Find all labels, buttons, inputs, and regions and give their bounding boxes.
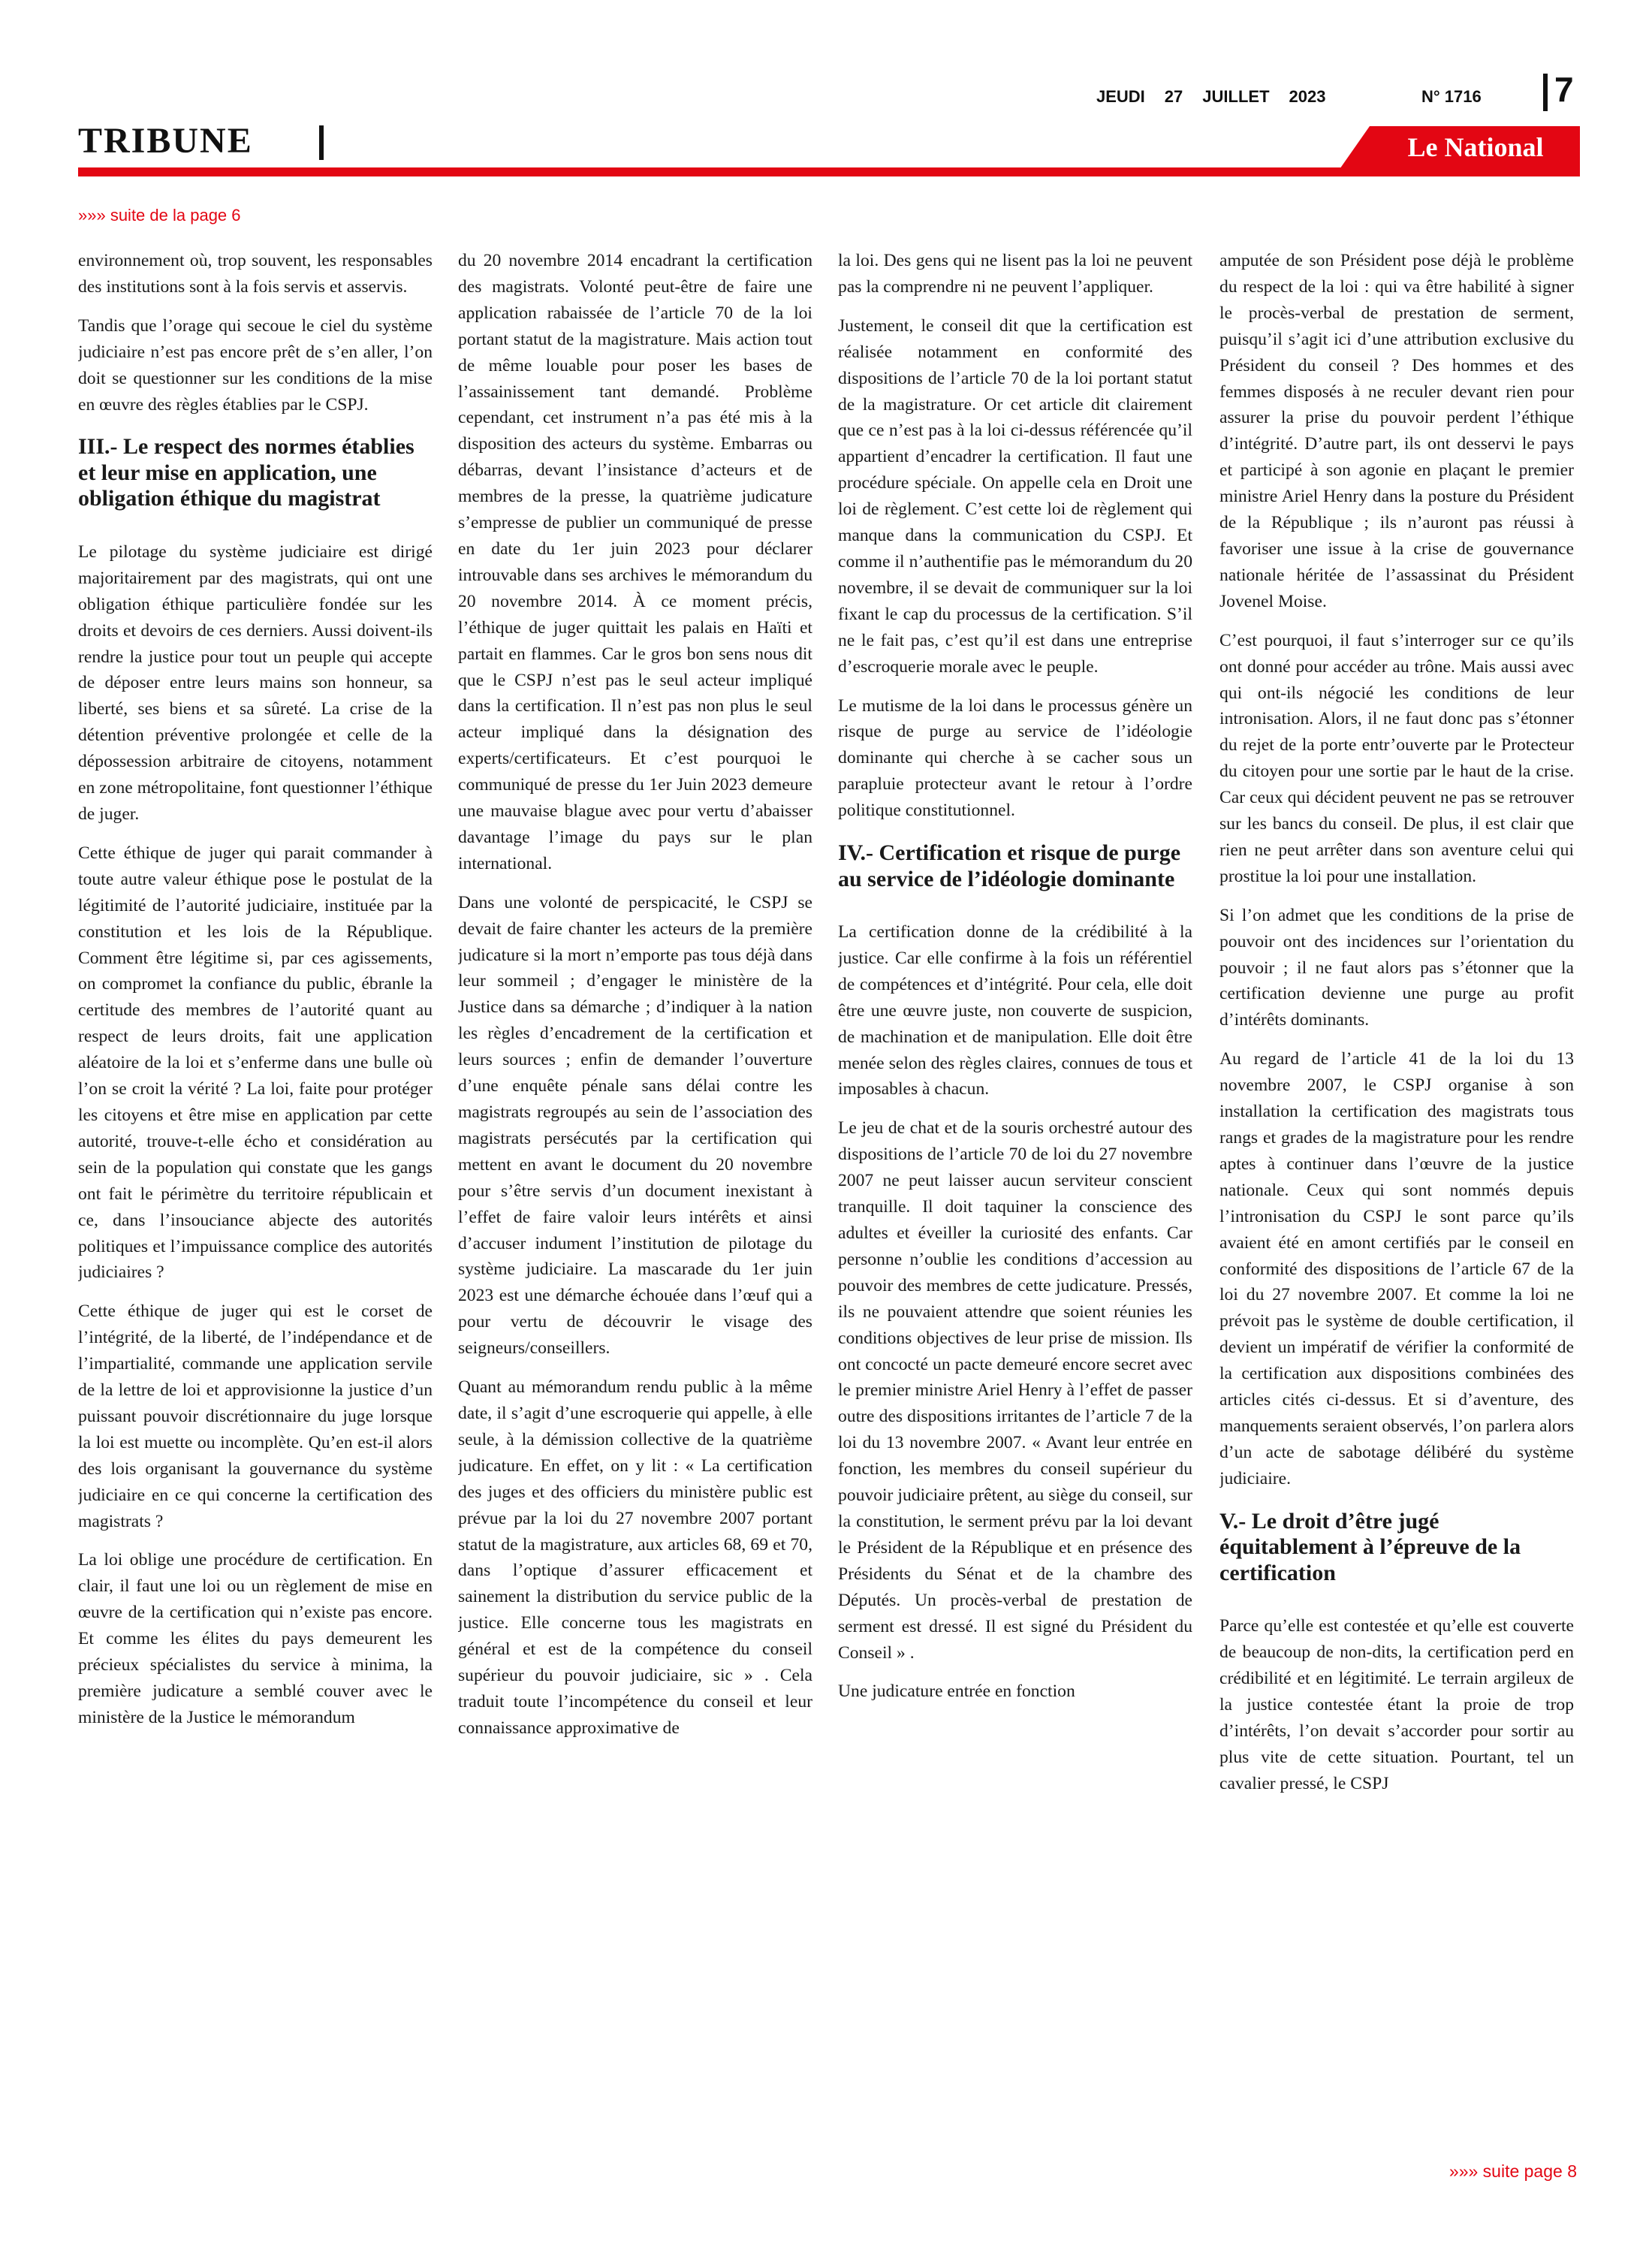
- rubric-divider: [319, 125, 324, 160]
- issue-number: N° 1716: [1421, 87, 1482, 106]
- continued-to-note: »»» suite page 8: [1449, 2161, 1577, 2181]
- newspaper-brand: Le National: [1407, 132, 1544, 162]
- article-paragraph: La certification donne de la crédibilité à la justice. Car elle confirme à la fois un référentiel de compétences et d’intégrité. Pour cela, elle doit être une œuvre juste, non couverte de suspicion, de machination et de manipulation. Elle doit être menée selon des règles claires, connues de tous et imposables à chacun.: [838, 922, 1192, 1099]
- article-paragraph: Dans une volonté de perspicacité, le CSPJ se devait de faire chanter les acteurs de la première judicature si la mort n’emporte pas tous déjà dans leur sommeil ; d’engager le ministère de la Justice dans sa démarche ; d’indiquer à la nation les règles d’encadrement de la certification et leurs sources ; enfin de demander l’ouverture d’une enquête pénale sans délai contre les magistrats regroupés au sein de l’association des magistrats persécutés par la certification qui mettent en avant le document du 20 novembre pour s’être servis d’un document inexistant à l’effet de faire valoir leurs intérêts et ainsi d’accuser indument l’institution de pilotage du système judiciaire. La mascarade du 1er juin 2023 est une démarche échouée dans l’œuf qui a pour vertu de découvrir le visage des seigneurs/conseillers.: [458, 892, 812, 1359]
- article-paragraph: Quant au mémorandum rendu public à la même date, il s’agit d’une escroquerie qui appelle, à elle seule, à la démission collective de la quatrième judicature. En effet, on y lit : « La certification des juges et des officiers du ministère public est prévue par la loi du 27 novembre 2007 portant statut de la magistrature, aux articles 68, 69 et 70, dans l’optique d’assurer efficacement et sainement la distribution du service public de la justice. Elle concerne tous les magistrats en général et est de la compétence du conseil supérieur du pouvoir judiciaire, sic » . Cela traduit toute l’incompétence du conseil et leur connaissance approximative de: [458, 1377, 812, 1738]
- continued-from-note: »»» suite de la page 6: [78, 206, 241, 225]
- article-paragraph: la loi. Des gens qui ne lisent pas la loi ne peuvent pas la comprendre ni ne peuvent l’appliquer.: [838, 251, 1192, 297]
- article-paragraph: Le mutisme de la loi dans le processus génère un risque de purge au service de l’idéologie dominante qui cherche à se cacher sous un parapluie protecteur avant le retour à l’ordre politique constitutionnel.: [838, 695, 1192, 821]
- article-paragraph: Cette éthique de juger qui est le corset de l’intégrité, de la liberté, de l’indépendance et de l’impartialité, commande une application servile de la lettre de loi et approvisionne la justice d’un puissant pouvoir discrétionnaire du juge lorsque la loi est muette ou incomplète. Qu’en est-il alors des lois organisant la gouvernance du système judiciaire en ce qui concerne la certification des magistrats ?: [78, 1301, 433, 1531]
- article-paragraph: Une judicature entrée en fonction: [838, 1681, 1075, 1702]
- article-paragraph: Au regard de l’article 41 de la loi du 13 novembre 2007, le CSPJ organise à son installation la certification des magistrats tous rangs et grades de la magistrature pour les rendre aptes à continuer dans l’œuvre de la justice nationale. Ceux qui sont nommés depuis l’intronisation du CSPJ le sont parce qu’ils avaient été en amont certifiés par le conseil en conformité des dispositions de l’article 67 de la loi du 27 novembre 2007. Et comme la loi ne prévoit pas le système de double certification, il devient un impératif de vérifier la conformité de la certification aux dispositions combinées des articles cités ci-dessus. Et si d’aventure, des manquements seraient observés, l’on parlera alors d’un acte de sabotage délibéré du système judiciaire.: [1219, 1049, 1574, 1488]
- section-rubric: TRIBUNE: [78, 121, 253, 161]
- article-column-1: [78, 248, 433, 2155]
- article-paragraph: La loi oblige une procédure de certification. En clair, il faut une loi ou un règlement de mise en œuvre de la certification qui n’existe pas encore. Et comme les élites du pays demeurent les précieux spécialistes du service à minima, la première judicature a semblé couver avec le ministère de la Justice le mémorandum: [78, 1550, 433, 1727]
- article-paragraph: Le jeu de chat et de la souris orchestré autour des dispositions de l’article 70 de loi du 27 novembre 2007 ne peut laisser aucun serviteur conscient tranquille. Il doit taquiner la conscience des adultes et éveiller la curiosité des enfants. Car personne n’oublie les conditions d’accession au pouvoir des membres de cette judicature. Pressés, ils ne pouvaient attendre que soient réunies les conditions objectives de leur prise de mission. Ils ont concocté un pacte demeuré encore secret avec le premier ministre Ariel Henry à l’effet de passer outre des dispositions irritantes de l’article 7 de la loi du 13 novembre 2007. « Avant leur entrée en fonction, les membres du conseil supérieur du pouvoir judiciaire prêtent, au siège du conseil, sur la constitution, le serment prévu par la loi devant le Président de la République et en présence des Présidents du Sénat et de la chambre des Députés. Un procès-verbal de prestation de serment est dressé. Il est signé du Président du Conseil » .: [838, 1118, 1192, 1663]
- date-number: 27: [1164, 87, 1183, 106]
- article-paragraph: Tandis que l’orage qui secoue le ciel du système judiciaire n’est pas encore prêt de s’en aller, l’on doit se questionner sur les conditions de la mise en œuvre des règles établies par le CSPJ.: [78, 315, 433, 415]
- article-paragraph: Cette éthique de juger qui parait commander à toute autre valeur éthique pose le postulat de la légitimité de l’autorité judiciaire, instituée par la constitution et les lois de la République. Comment être légitime si, par ces agissements, on compromet la confiance du public, ébranle la certitude des membres de l’autorité quant au respect de leurs droits, fait une application aléatoire de la loi et s’enferme dans une bulle où l’on se croit la vérité ? La loi, faite pour protéger les citoyens et être mise en application par cette autorité, trouve-t-elle écho et considération au sein de la population qui constate que les gangs ont fait le périmètre du territoire républicain et ce, dans l’insouciance abjecte des autorités politiques et l’impuissance complice des autorités judiciaires ?: [78, 843, 433, 1283]
- article-column-2: [458, 248, 812, 2155]
- article-paragraph: Si l’on admet que les conditions de la prise de pouvoir ont des incidences sur l’orientation du pouvoir ; il ne faut alors pas s’étonner que la certification devienne une purge au profit d’intérêts dominants.: [1219, 905, 1574, 1030]
- date-year: 2023: [1289, 87, 1326, 106]
- date-day: JEUDI: [1096, 87, 1145, 106]
- page-number-divider: [1543, 74, 1548, 111]
- article-paragraph: environnement où, trop souvent, les responsables des institutions sont à la fois servis et asservis.: [78, 251, 433, 297]
- article-column-4: [1219, 248, 1574, 2155]
- dateline: [1096, 87, 1325, 107]
- date-month: JUILLET: [1202, 87, 1270, 106]
- header-rule: [78, 167, 1580, 176]
- article-paragraph: Parce qu’elle est contestée et qu’elle est couverte de beaucoup de non-dits, la certification perd en crédibilité et en légitimité. Le terrain argileux de la justice contestée étant la proie de trop d’intérêts, l’on devait s’accorder pour sortir au plus vite de cette situation. Pourtant, tel un cavalier pressé, le CSPJ: [1219, 1616, 1574, 1793]
- article-paragraph: du 20 novembre 2014 encadrant la certification des magistrats. Volonté peut-être de faire une application rabaissée de l’article 70 de la loi portant statut de la magistrature. Mais action tout de même louable pour poser les bases de l’assainissement tant demandé. Problème cependant, cet instrument n’a pas été mis à la disposition des acteurs du système. Embarras ou débarras, devant l’insistance d’acteurs et de membres de la presse, la quatrième judicature s’empresse de publier un communiqué de presse en date du 1er juin 2023 pour déclarer introuvable dans ses archives le mémorandum du 20 novembre 2014. À ce moment précis, l’éthique de juger quittait les palais en Haïti et partait en flammes. Car le gros bon sens nous dit que le CSPJ n’est pas le seul acteur impliqué dans la certification. Il n’est pas non plus le seul acteur impliqué dans la désignation des experts/certificateurs. Et c’est pourquoi le communiqué de presse du 1er Juin 2023 demeure une mauvaise blague avec pour vertu d’abaisser davantage l’image du pays sur le plan international.: [458, 251, 812, 873]
- article-paragraph: Justement, le conseil dit que la certification est réalisée notamment en conformité des dispositions de l’article 70 de la loi portant statut de la magistrature. Or cet article dit clairement que ce n’est pas à la loi ci-dessus référencée qu’il appartient d’encadrer la certification. Il faut une procédure spéciale. On appelle cela en Droit une loi de règlement. C’est cette loi de règlement qui manque dans la communication du CSPJ. Et comme il n’authentifie pas le mémorandum du 20 novembre, il se devait de communiquer sur la loi fixant le cap du processus de la certification. S’il ne le fait pas, c’est qu’il est dans une entreprise d’escroquerie morale avec le peuple.: [838, 315, 1192, 677]
- article-paragraph: amputée de son Président pose déjà le problème du respect de la loi : qui va être habilité à signer le procès-verbal de prestation de serment, puisqu’il s’agit ici d’une attribution exclusive du Président du conseil ? Des hommes et des femmes disposés à ne reculer devant rien pour assurer la prise du pouvoir perdent l’éthique d’intégrité. D’autre part, ils ont desservi le pays et participé à son agonie en plaçant le premier ministre Ariel Henry dans la posture du Président de la République ; ils n’auront pas réussi à favoriser une issue à la crise de gouvernance nationale héritée de l’assassinat du Président Jovenel Moise.: [1219, 251, 1574, 611]
- page-number: 7: [1554, 70, 1574, 109]
- article-paragraph: Le pilotage du système judiciaire est dirigé majoritairement par des magistrats, qui ont une obligation éthique particulière fondée sur les droits et devoirs de ces derniers. Aussi doivent-ils rendre la justice pour tout un peuple qui accepte de déposer entre leurs mains son honneur, sa liberté, ses biens et sa sûreté. La crise de la détention préventive prolongée et celle de la dépossession arbitraire de citoyens, notamment en zone métropolitaine, font questionner l’éthique de juger.: [78, 541, 433, 824]
- article-column-3: [838, 248, 1192, 2155]
- article-paragraph: C’est pourquoi, il faut s’interroger sur ce qu’ils ont donné pour accéder au trône. Mais aussi avec qui ont-ils négocié les conditions de leur intronisation. Alors, il ne faut donc pas s’étonner du rejet de la porte entr’ouverte par le Protecteur du citoyen pour une sortie par le haut de la crise. Car ceux qui décident peuvent ne pas se retrouver sur les bancs du conseil. De plus, il est clair que rien ne peut arrêter dans son aventure celui qui prostitue la loi pour une installation.: [1219, 630, 1574, 886]
- section-heading: III.- Le respect des normes établies et leur mise en application, une obligation éthique du magistrat: [78, 434, 415, 511]
- section-heading: IV.- Certification et risque de purge au service de l’idéologie dominante: [838, 840, 1181, 891]
- section-heading: V.- Le droit d’être jugé équitablement à l’épreuve de la certification: [1219, 1508, 1521, 1585]
